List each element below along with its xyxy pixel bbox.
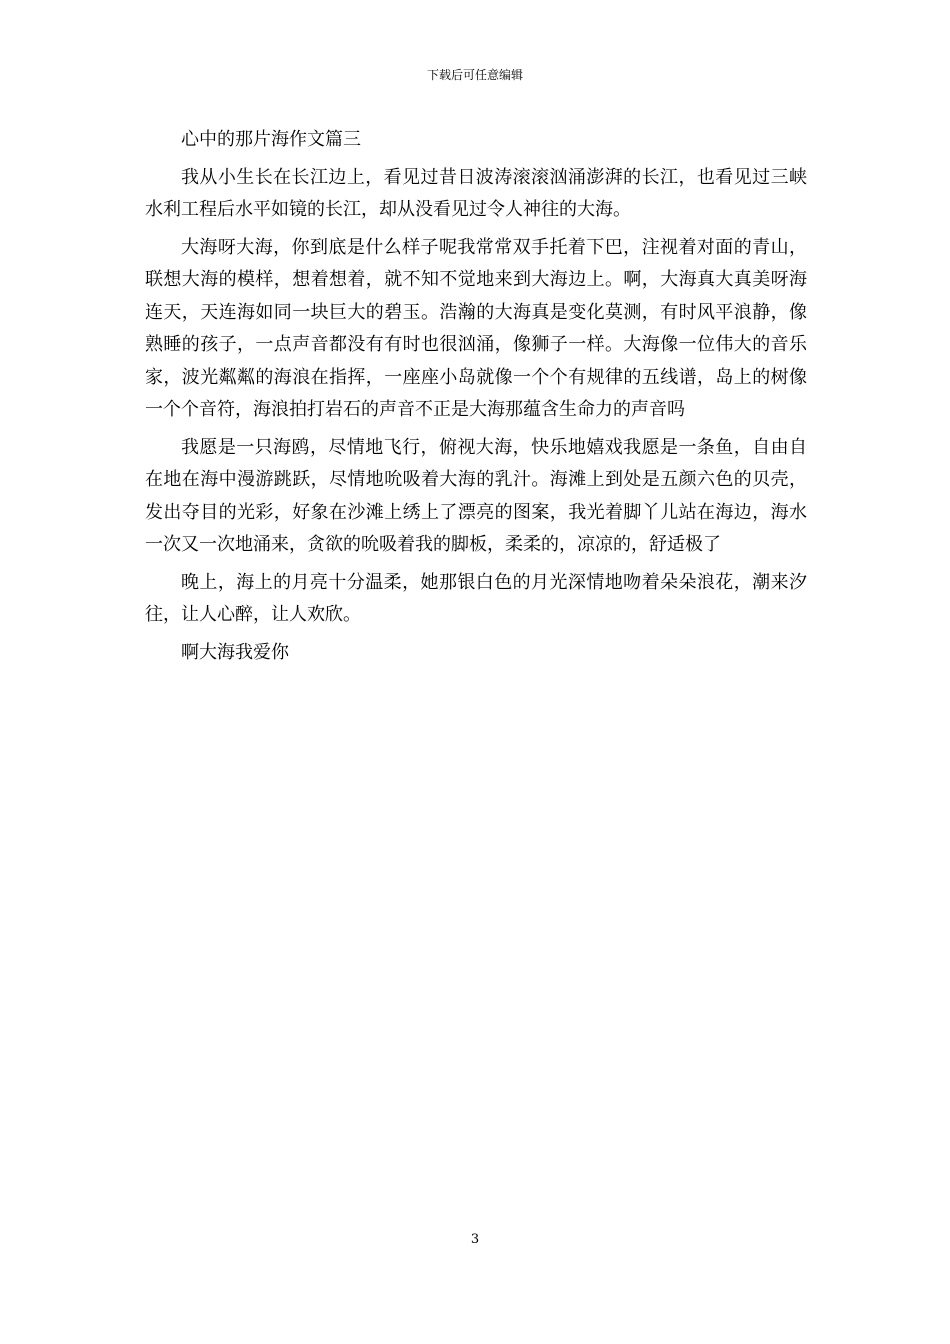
page-footer — [0, 1231, 950, 1249]
page-header — [0, 67, 950, 83]
document-title: 心中的那片海作文篇三 — [181, 129, 361, 150]
page-number: 3 — [470, 1232, 480, 1247]
paragraph-2: 大海呀大海，你到底是什么样子呢我常常双手托着下巴，注视着对面的青山，联想大海的模样，想着想着，就不知不觉地来到大海边上。啊，大海真大真美呀海连天，天连海如同一块巨大的碧玉。浩瀚的大海真是变化莫测，有时风平浪静，像熟睡的孩子，一点声音都没有有时也很汹涌，像狮子一样。大海像一位伟大的音乐家，波光粼粼的海浪在指挥，一座座小岛就像一个个有规律的五线谱，岛上的树像一个个音符，海浪拍打岩石的声音不正是大海那蕴含生命力的声音吗 — [145, 236, 807, 420]
paragraph-4: 晚上，海上的月亮十分温柔，她那银白色的月光深情地吻着朵朵浪花，潮来汐往，让人心醉，让人欢欣。 — [145, 571, 807, 625]
paragraph-5: 啊大海我爱你 — [181, 641, 289, 663]
header-text: 下载后可任意编辑 — [426, 68, 523, 82]
paragraph-3: 我愿是一只海鸥，尽情地飞行，俯视大海，快乐地嬉戏我愿是一条鱼，自由自在地在海中漫游跳跃，尽情地吮吸着大海的乳汁。海滩上到处是五颜六色的贝壳，发出夺目的光彩，好象在沙滩上绣上了漂亮的图案，我光着脚丫儿站在海边，海水一次又一次地涌来，贪欲的吮吸着我的脚板，柔柔的，凉凉的，舒适极了 — [145, 436, 807, 555]
document-body — [145, 124, 807, 674]
paragraph-1: 我从小生长在长江边上，看见过昔日波涛滚滚汹涌澎湃的长江，也看见过三峡水利工程后水平如镜的长江，却从没看见过令人神往的大海。 — [145, 166, 807, 220]
